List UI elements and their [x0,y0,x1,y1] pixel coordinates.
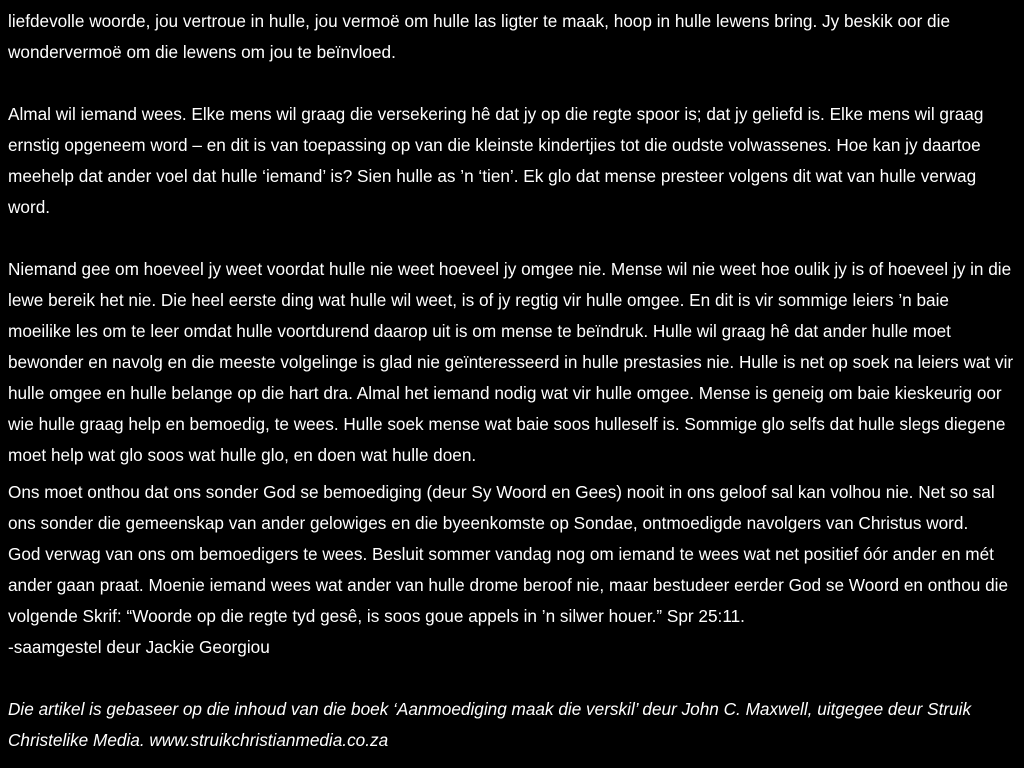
paragraph-almal-wil-iemand-wees: Almal wil iemand wees. Elke mens wil graag die versekering hê dat jy op die regte spoor is; dat jy geliefd is. Elke mens wil graag ernstig opgeneem word – en dit is van toepassing op van die kleinste kindertjies tot die oudste volwassenes. Hoe kan jy daartoe meehelp dat ander voel dat hulle ‘iemand’ is? Sien hulle as ’n ‘tien’. Ek glo dat mense presteer volgens dit wat van hulle verwag word. [8,104,984,217]
paragraph-spacer [8,223,1016,254]
paragraph-spacer [8,68,1016,99]
attribution-line: -saamgestel deur Jackie Georgiou [8,637,270,657]
paragraph-ons-moet-onthou: Ons moet onthou dat ons sonder God se bemoediging (deur Sy Woord en Gees) nooit in ons geloof sal kan volhou nie. Net so sal ons sonder die gemeenskap van ander gelowiges en die byeenkomste op Sondae, ontmoedigde navolgers van Christus word. [8,482,995,533]
paragraph-niemand-gee-om: Niemand gee om hoeveel jy weet voordat hulle nie weet hoeveel jy omgee nie. Mense wil nie weet hoe oulik jy is of hoeveel jy in die lewe bereik het nie. Die heel eerste ding wat hulle wil weet, is of jy regtig vir hulle omgee. En dit is vir sommige leiers ’n baie moeilike les om te leer omdat hulle voortdurend daarop uit is om mense te beïndruk. Hulle wil graag hê dat ander hulle moet bewonder en navolg en die meeste volgelinge is glad nie geïnteresseerd in hulle prestasies nie. Hulle is net op soek na leiers wat vir hulle omgee en hulle belange op die hart dra. Almal het iemand nodig wat vir hulle omgee. Mense is geneig om baie kieskeurig oor wie hulle graag help en bemoedig, te wees. Hulle soek mense wat baie soos hulleself is. Sommige glo selfs dat hulle slegs diegene moet help wat glo soos wat hulle glo, en doen wat hulle doen. [8,259,1014,465]
paragraph-spacer [8,663,1016,694]
paragraph-opening: liefdevolle woorde, jou vertroue in hulle, jou vermoë om hulle las ligter te maak, hoop in hulle lewens bring. Jy beskik oor die wondervermoë om die lewens om jou te beïnvloed. [8,11,950,62]
source-note: Die artikel is gebaseer op die inhoud van die boek ‘Aanmoediging maak die verskil’ deur John C. Maxwell, uitgegee deur Struik Christelike Media. www.struikchristianmedia.co.za [8,699,972,750]
paragraph-god-verwag: God verwag van ons om bemoedigers te wees. Besluit sommer vandag nog om iemand te wees wat net positief óór ander en mét ander gaan praat. Moenie iemand wees wat ander van hulle drome beroof nie, maar bestudeer eerder God se Woord en onthou die volgende Skrif: “Woorde op die regte tyd gesê, is soos goue appels in ’n silwer houer.” Spr 25:11. [8,544,1009,626]
